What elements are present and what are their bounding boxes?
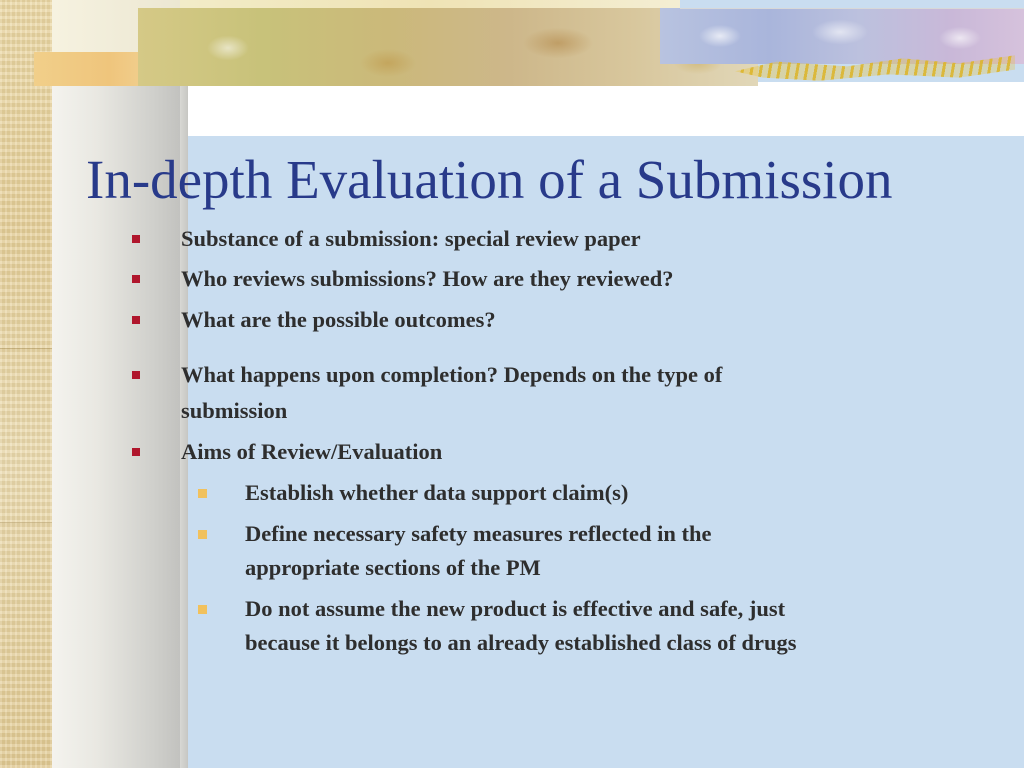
- bullet-text: submission: [181, 398, 288, 423]
- small-square-bullet-icon: [198, 605, 207, 614]
- slide-title: In-depth Evaluation of a Submission: [86, 149, 893, 210]
- bullet-text: because it belongs to an already established class of drugs: [245, 630, 797, 655]
- bullet-text: appropriate sections of the PM: [245, 555, 541, 580]
- square-bullet-icon: [132, 316, 140, 324]
- small-square-bullet-icon: [198, 530, 207, 539]
- square-bullet-icon: [132, 371, 140, 379]
- bullet-text: Do not assume the new product is effective and safe, just: [245, 596, 786, 621]
- small-square-bullet-icon: [198, 489, 207, 498]
- bullet-text: Who reviews submissions? How are they reviewed?: [181, 266, 674, 291]
- square-bullet-icon: [132, 235, 140, 243]
- square-bullet-icon: [132, 275, 140, 283]
- bullet-text: Aims of Review/Evaluation: [181, 439, 443, 464]
- bullet-text: Establish whether data support claim(s): [245, 480, 629, 505]
- bullet-text: What happens upon completion? Depends on the type of: [181, 362, 723, 387]
- bullet-text: Substance of a submission: special review paper: [181, 226, 641, 251]
- square-bullet-icon: [132, 448, 140, 456]
- bullet-text: What are the possible outcomes?: [181, 307, 496, 332]
- bullet-text: Define necessary safety measures reflected in the: [245, 521, 712, 546]
